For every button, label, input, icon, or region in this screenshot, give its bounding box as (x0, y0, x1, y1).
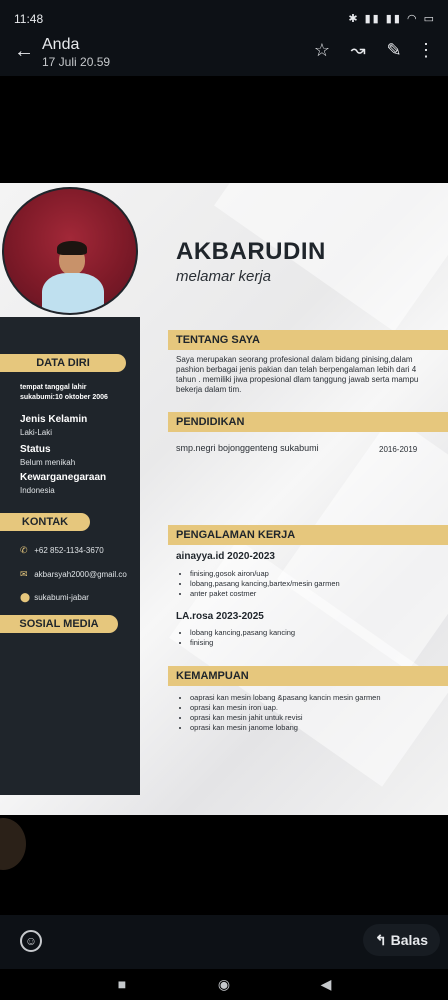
job-2-title: LA.rosa 2023-2025 (176, 611, 264, 622)
dob-value: sukabumi:10 oktober 2006 (20, 394, 108, 401)
forward-icon[interactable]: ↝ (350, 40, 366, 60)
status-icons: ✱ ▮▮ ▮▮ ◠ ▭ (348, 13, 436, 25)
reply-button[interactable] (363, 924, 440, 956)
list-item: • oprasi kan mesin iron uap. (190, 703, 381, 713)
email-value: akbarsyah2000@gmail.co (34, 570, 127, 579)
status-label: Status (20, 444, 51, 455)
gender-label: Jenis Kelamin (20, 414, 88, 425)
skills-list (186, 693, 381, 733)
cv-image[interactable] (0, 183, 448, 815)
location-value: sukabumi-jabar (34, 593, 89, 602)
cv-sidebar (0, 317, 140, 795)
home-icon[interactable]: ◉ (217, 976, 231, 992)
star-icon[interactable]: ☆ (313, 40, 331, 60)
education-school: smp.negri bojonggenteng sukabumi (176, 443, 319, 453)
list-item: • oprasi kan mesin jahit untuk revisi (190, 713, 381, 723)
education-years: 2016-2019 (379, 445, 418, 454)
location-row (20, 592, 89, 603)
about-heading: TENTANG SAYA (168, 330, 448, 350)
profile-photo (2, 187, 138, 315)
job-1-list (186, 569, 340, 599)
back-arrow-icon[interactable]: ← (14, 40, 34, 62)
message-date: 17 Juli 20.59 (42, 55, 111, 69)
about-text: Saya merupakan seorang profesional dalam bidang pinising,dalam pashion berbagai jenis pakian dan telah berpengalaman lebih dari 4 tahun . memiliki jiwa propesional dlam tanggung jawab serta mampu bekerja dalam tim. (176, 355, 419, 394)
list-item: • anter paket costmer (190, 589, 340, 599)
social-media-heading: SOSIAL MEDIA (0, 615, 118, 633)
list-item: • finising (190, 638, 295, 648)
email-row (20, 569, 127, 580)
nationality-label: Kewarganegaraan (20, 472, 107, 483)
contact-heading: KONTAK (0, 513, 90, 531)
status-value: Belum menikah (20, 458, 76, 467)
system-nav-bar (0, 969, 448, 1000)
job-1-title: ainayya.id 2020-2023 (176, 551, 275, 562)
mail-icon: ✉ (20, 569, 28, 579)
list-item: • lobang,pasang kancing,bartex/mesin garmen (190, 579, 340, 589)
cv-role: melamar kerja (176, 268, 272, 285)
location-pin-icon: ⬤ (20, 592, 31, 602)
education-heading: PENDIDIKAN (168, 412, 448, 432)
status-time: 11:48 (14, 12, 44, 26)
more-menu-icon[interactable]: ⋮ (417, 40, 435, 60)
list-item: • finising,gosok airon/uap (190, 569, 340, 579)
dob-label: tempat tanggal lahir (20, 384, 87, 391)
reply-icon: ↰ (375, 932, 387, 948)
phone-icon: ✆ (20, 545, 28, 555)
list-item: • lobang kancing,pasang kancing (190, 628, 295, 638)
gender-value: Laki-Laki (20, 428, 53, 437)
cv-name: AKBARUDIN (176, 238, 326, 265)
recents-icon[interactable]: ■ (117, 976, 127, 992)
emoji-reaction-icon[interactable]: ☺ (20, 930, 42, 952)
bottom-bar (0, 915, 448, 969)
phone-value: +62 852-1134-3670 (34, 546, 104, 555)
reply-label: Balas (390, 932, 428, 948)
list-item: • oprasi kan mesin janome lobang (190, 723, 381, 733)
phone-row (20, 545, 104, 556)
nationality-value: Indonesia (20, 486, 55, 495)
list-item: • oaprasi kan mesin lobang &pasang kancin mesin garmen (190, 693, 381, 703)
sender-name: Anda (42, 36, 80, 53)
app-bar (0, 32, 448, 76)
floating-avatar (0, 818, 26, 870)
edit-icon[interactable]: ✎ (386, 40, 402, 60)
job-2-list (186, 628, 295, 648)
status-bar (0, 0, 448, 32)
nav-back-icon[interactable]: ◀ (320, 976, 332, 992)
data-diri-heading: DATA DIRI (0, 354, 126, 372)
skills-heading: KEMAMPUAN (168, 666, 448, 686)
experience-heading: PENGALAMAN KERJA (168, 525, 448, 545)
